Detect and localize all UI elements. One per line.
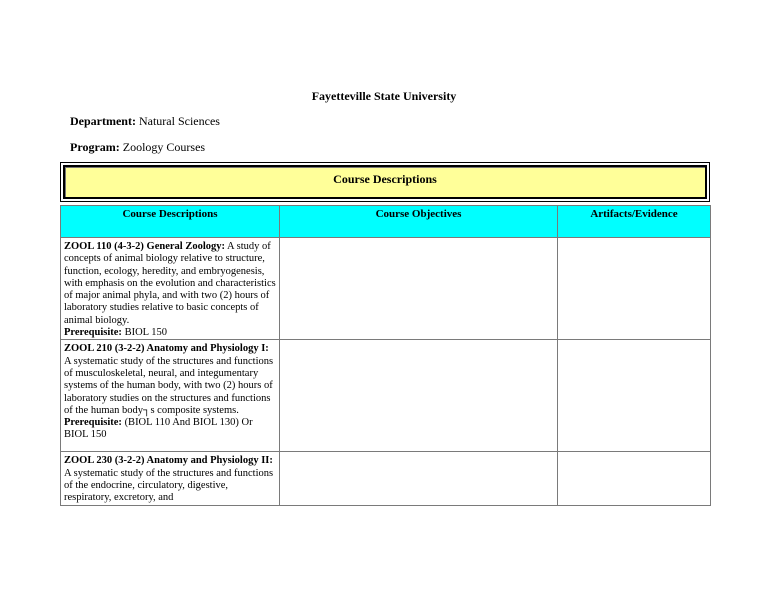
prerequisite-value: (BIOL 110 And BIOL 130) Or BIOL 150 [64,417,253,441]
banner-title: Course Descriptions [63,165,707,199]
course-heading: ZOOL 110 (4-3-2) General Zoology: [64,241,225,252]
department-line [70,114,220,129]
course-objectives-cell [280,452,558,505]
course-table [60,205,711,506]
course-description-cell [61,340,280,452]
prerequisite-label: Prerequisite: [64,327,122,339]
department-label: Department: [70,114,136,128]
prerequisite-value: BIOL 150 [121,327,168,339]
course-description-cell [61,452,280,505]
course-objectives-cell [280,340,558,452]
course-body: A systematic study of the structures and functions of musculoskeletal, neural, and integumentary systems of the human body, with two (2) hours of laboratory studies on the structures and functions of the human body┐s composite systems. [64,355,274,416]
table-row [61,452,711,505]
column-header-course-descriptions: Course Descriptions [61,206,280,238]
university-title: Fayetteville State University [311,89,457,103]
course-description-cell [61,238,280,340]
artifacts-evidence-cell [558,452,711,505]
course-heading: ZOOL 230 (3-2-2) Anatomy and Physiology II: [64,455,273,467]
course-objectives-cell [280,238,558,340]
course-heading: ZOOL 210 (3-2-2) Anatomy and Physiology I: [64,343,269,355]
course-body: A systematic study of the structures and functions of the endocrine, circulatory, digestive, respiratory, excretory, and [64,467,274,504]
prerequisite-label: Prerequisite: [64,417,122,429]
column-header-artifacts-evidence: Artifacts/Evidence [558,206,711,238]
program-value: Zoology Courses [122,140,206,154]
department-value: Natural Sciences [138,114,220,128]
column-header-course-objectives: Course Objectives [280,206,558,238]
artifacts-evidence-cell [558,340,711,452]
artifacts-evidence-cell [558,238,711,340]
table-row [61,340,711,452]
course-descriptions-banner [60,162,710,202]
course-body: A study of concepts of animal biology relative to structure, function, ecology, heredity, and embryogenesis, with emphasis on the evolution and characteristics of major animal phyla, and with two (2) hours of laboratory studies relative to basic concepts of animal biology. [64,241,276,326]
program-line [70,140,205,155]
program-label: Program: [70,140,120,154]
table-row [61,238,711,340]
table-header-row [61,206,711,238]
